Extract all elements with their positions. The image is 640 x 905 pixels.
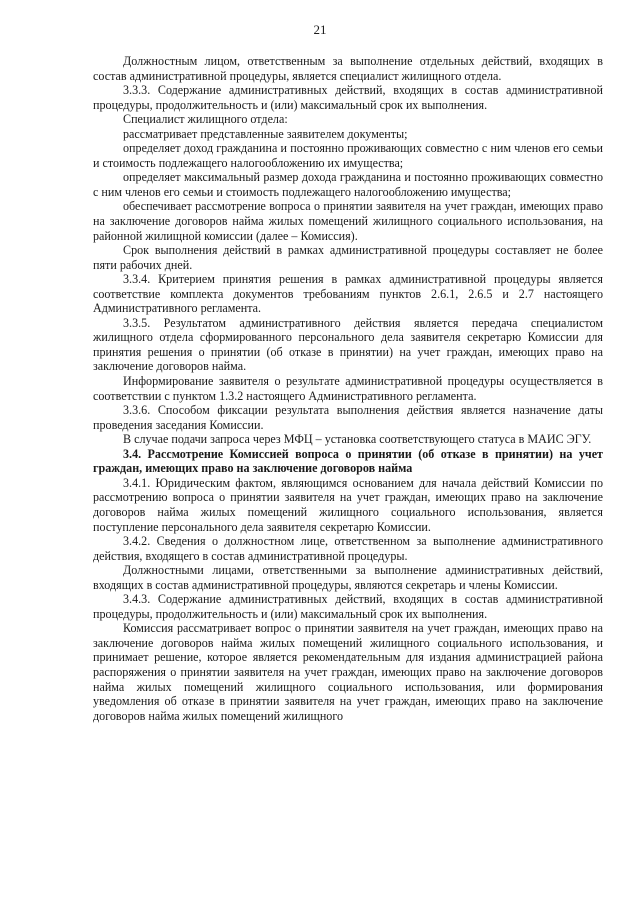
- paragraph: 3.4.1. Юридическим фактом, являющимся основанием для начала действий Комиссии по рассмотрению вопроса о принятии заявителя на учет граждан, имеющих право на заключение договоров найма жилых помещений жилищного социального использования, является поступление персонального дела заявителя секретарю Комиссии.: [93, 475, 603, 534]
- paragraph: 3.3.5. Результатом административного действия является передача специалистом жилищного отдела сформированного персонального дела заявителя секретарю Комиссии для принятия решения о принятии (об отказе в принятии) на учет граждан, имеющих право на заключение договоров найма.: [93, 315, 603, 374]
- paragraph: Срок выполнения действий в рамках административной процедуры составляет не более пяти рабочих дней.: [93, 243, 603, 272]
- paragraph: рассматривает представленные заявителем документы;: [123, 126, 408, 141]
- paragraph: Комиссия рассматривает вопрос о принятии заявителя на учет граждан, имеющих право на заключение договоров найма жилых помещений жилищного социального использования, и принимает решение, которое является рекомендательным для издания администрацией района распоряжения о принятии заявителя на учет граждан, имеющих право на заключение договоров найма жилых помещений жилищного социального использования, или формирования уведомления об отказе в принятии заявителя на учет граждан, имеющих право на заключение договоров найма жилых помещений жилищного: [93, 621, 603, 723]
- paragraph: 3.3.3. Содержание административных действий, входящих в состав административной процедуры, продолжительность и (или) максимальный срок их выполнения.: [93, 83, 603, 112]
- paragraph: 3.4.2. Сведения о должностном лице, ответственном за выполнение административного действия, входящего в состав административной процедуры.: [93, 534, 603, 563]
- paragraph: В случае подачи запроса через МФЦ – установка соответствующего статуса в МАИС ЭГУ.: [123, 432, 592, 447]
- paragraph: 3.3.4. Критерием принятия решения в рамках административной процедуры является соответствие комплекта документов требованиям пунктов 2.6.1, 2.6.5 и 2.7 настоящего Административного регламента.: [93, 272, 603, 316]
- paragraph: Должностными лицами, ответственными за выполнение административных действий, входящих в состав административной процедуры, являются секретарь и члены Комиссии.: [93, 563, 603, 592]
- paragraph: Должностным лицом, ответственным за выполнение отдельных действий, входящих в состав административной процедуры, является специалист жилищного отдела.: [93, 54, 603, 83]
- section-heading: 3.4. Рассмотрение Комиссией вопроса о принятии (об отказе в принятии) на учет граждан, имеющих право на заключение договоров найма: [93, 446, 603, 476]
- paragraph: определяет доход гражданина и постоянно проживающих совместно с ним членов его семьи и стоимость подлежащего налогообложению их имущества;: [93, 141, 603, 170]
- paragraph: определяет максимальный размер дохода гражданина и постоянно проживающих совместно с ним членов его семьи и стоимость подлежащего налогообложению имущества;: [93, 170, 603, 199]
- paragraph: обеспечивает рассмотрение вопроса о принятии заявителя на учет граждан, имеющих право на заключение договоров найма жилых помещений жилищного социального использования, на районной жилищной комиссии (далее – Комиссия).: [93, 199, 603, 243]
- paragraph: 3.3.6. Способом фиксации результата выполнения действия является назначение даты проведения заседания Комиссии.: [93, 403, 603, 432]
- paragraph: 3.4.3. Содержание административных действий, входящих в состав административной процедуры, продолжительность и (или) максимальный срок их выполнения.: [93, 592, 603, 621]
- document-body: [93, 54, 603, 723]
- page-number: 21: [313, 22, 327, 37]
- paragraph: Информирование заявителя о результате административной процедуры осуществляется в соответствии с пунктом 1.3.2 настоящего Административного регламента.: [93, 374, 603, 403]
- paragraph: Специалист жилищного отдела:: [123, 112, 288, 127]
